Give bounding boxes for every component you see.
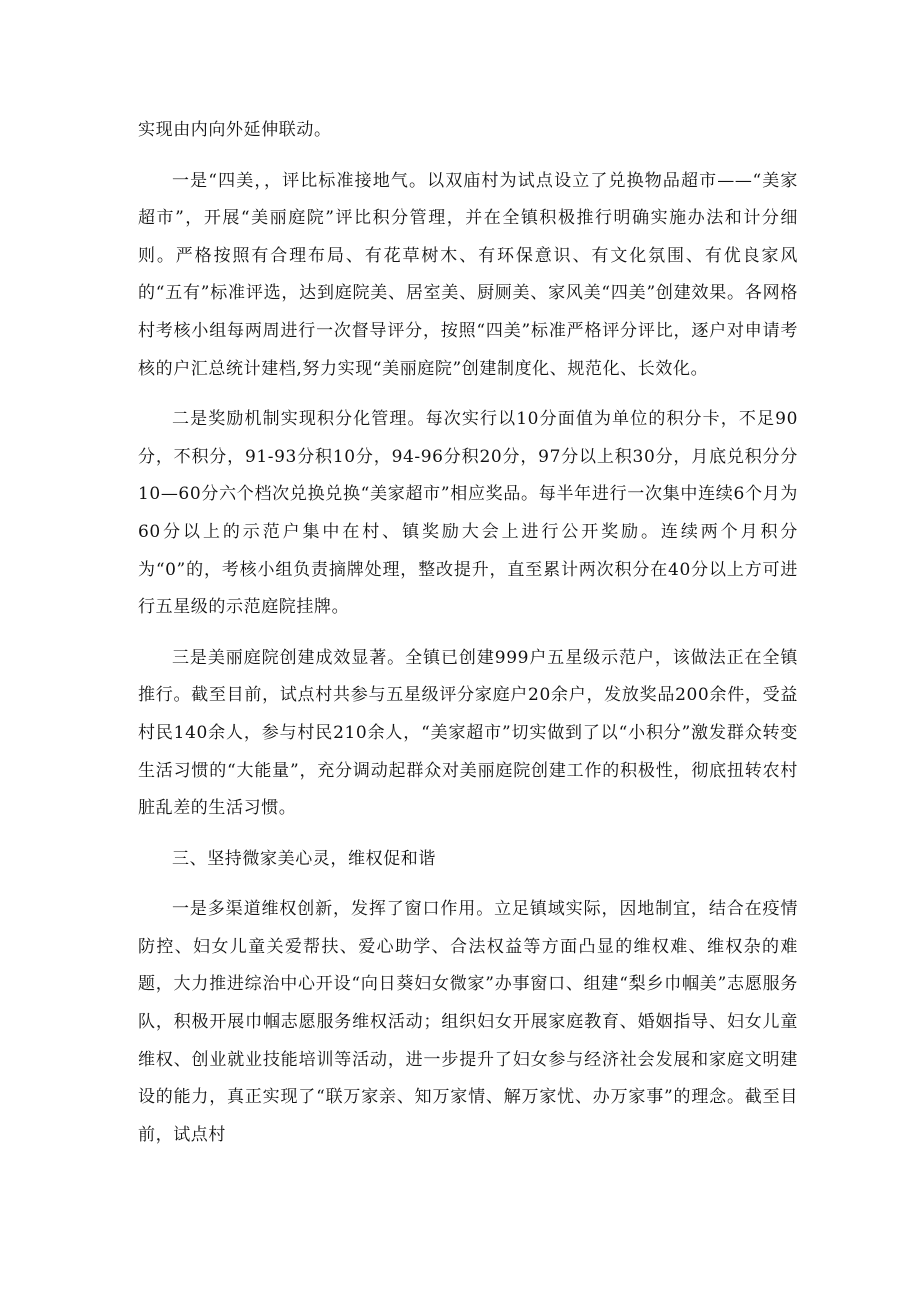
- section-heading: 三、坚持微家美心灵，维权促和谐: [172, 848, 436, 869]
- paragraph-results: 三是美丽庭院创建成效显著。全镇已创建999户五星级示范户，该做法正在全镇推行。截至目前，试点村共参与五星级评分家庭户20余户，发放奖品200余件，受益村民140余人，参与村民210余人，“美家超市”切实做到了以“小积分”激发群众转变生活习惯的“大能量”，充分调动起群众对美丽庭院创建工作的积极性，彻底扭转农村脏乱差的生活习惯。: [138, 647, 798, 819]
- paragraph-rights-innovation: 一是多渠道维权创新，发挥了窗口作用。立足镇域实际，因地制宜，结合在疫情防控、妇女儿童关爱帮扶、爱心助学、合法权益等方面凸显的维权难、维权杂的难题，大力推进综治中心开设“向日葵妇女微家”办事窗口、组建“梨乡巾帼美”志愿服务队，积极开展巾帼志愿服务维权活动；组织妇女开展家庭教育、婚姻指导、妇女儿童维权、创业就业技能培训等活动，进一步提升了妇女参与经济社会发展和家庭文明建设的能力，真正实现了“联万家亲、知万家情、解万家忧、办万家事”的理念。截至目前，试点村: [138, 899, 798, 1145]
- paragraph-four-beauties: 一是“四美，，评比标准接地气。以双庙村为试点设立了兑换物品超市——“美家超市”，开展“美丽庭院”评比积分管理，并在全镇积极推行明确实施办法和计分细则。严格按照有合理布局、有花草树木、有环保意识、有文化氛围、有优良家风的“五有”标准评选，达到庭院美、居室美、厨厕美、家风美“四美”创建效果。各网格村考核小组每两周进行一次督导评分，按照“四美”标准严格评分评比，逐户对申请考核的户汇总统计建档,努力实现“美丽庭院”创建制度化、规范化、长效化。: [138, 170, 798, 379]
- paragraph-continuation: 实现由内向外延伸联动。: [138, 120, 332, 140]
- document-body: [138, 112, 798, 1154]
- paragraph-reward-mechanism: 二是奖励机制实现积分化管理。每次实行以10分面值为单位的积分卡，不足90分，不积分，91-93分积10分，94-96分积20分，97分以上积30分，月底兑积分分10—60分六个档次兑换兑换“美家超市”相应奖品。每半年进行一次集中连续6个月为60分以上的示范户集中在村、镇奖励大会上进行公开奖励。连续两个月积分为“0”的，考核小组负责摘牌处理，整改提升，直至累计两次积分在40分以上方可进行五星级的示范庭院挂牌。: [138, 409, 798, 618]
